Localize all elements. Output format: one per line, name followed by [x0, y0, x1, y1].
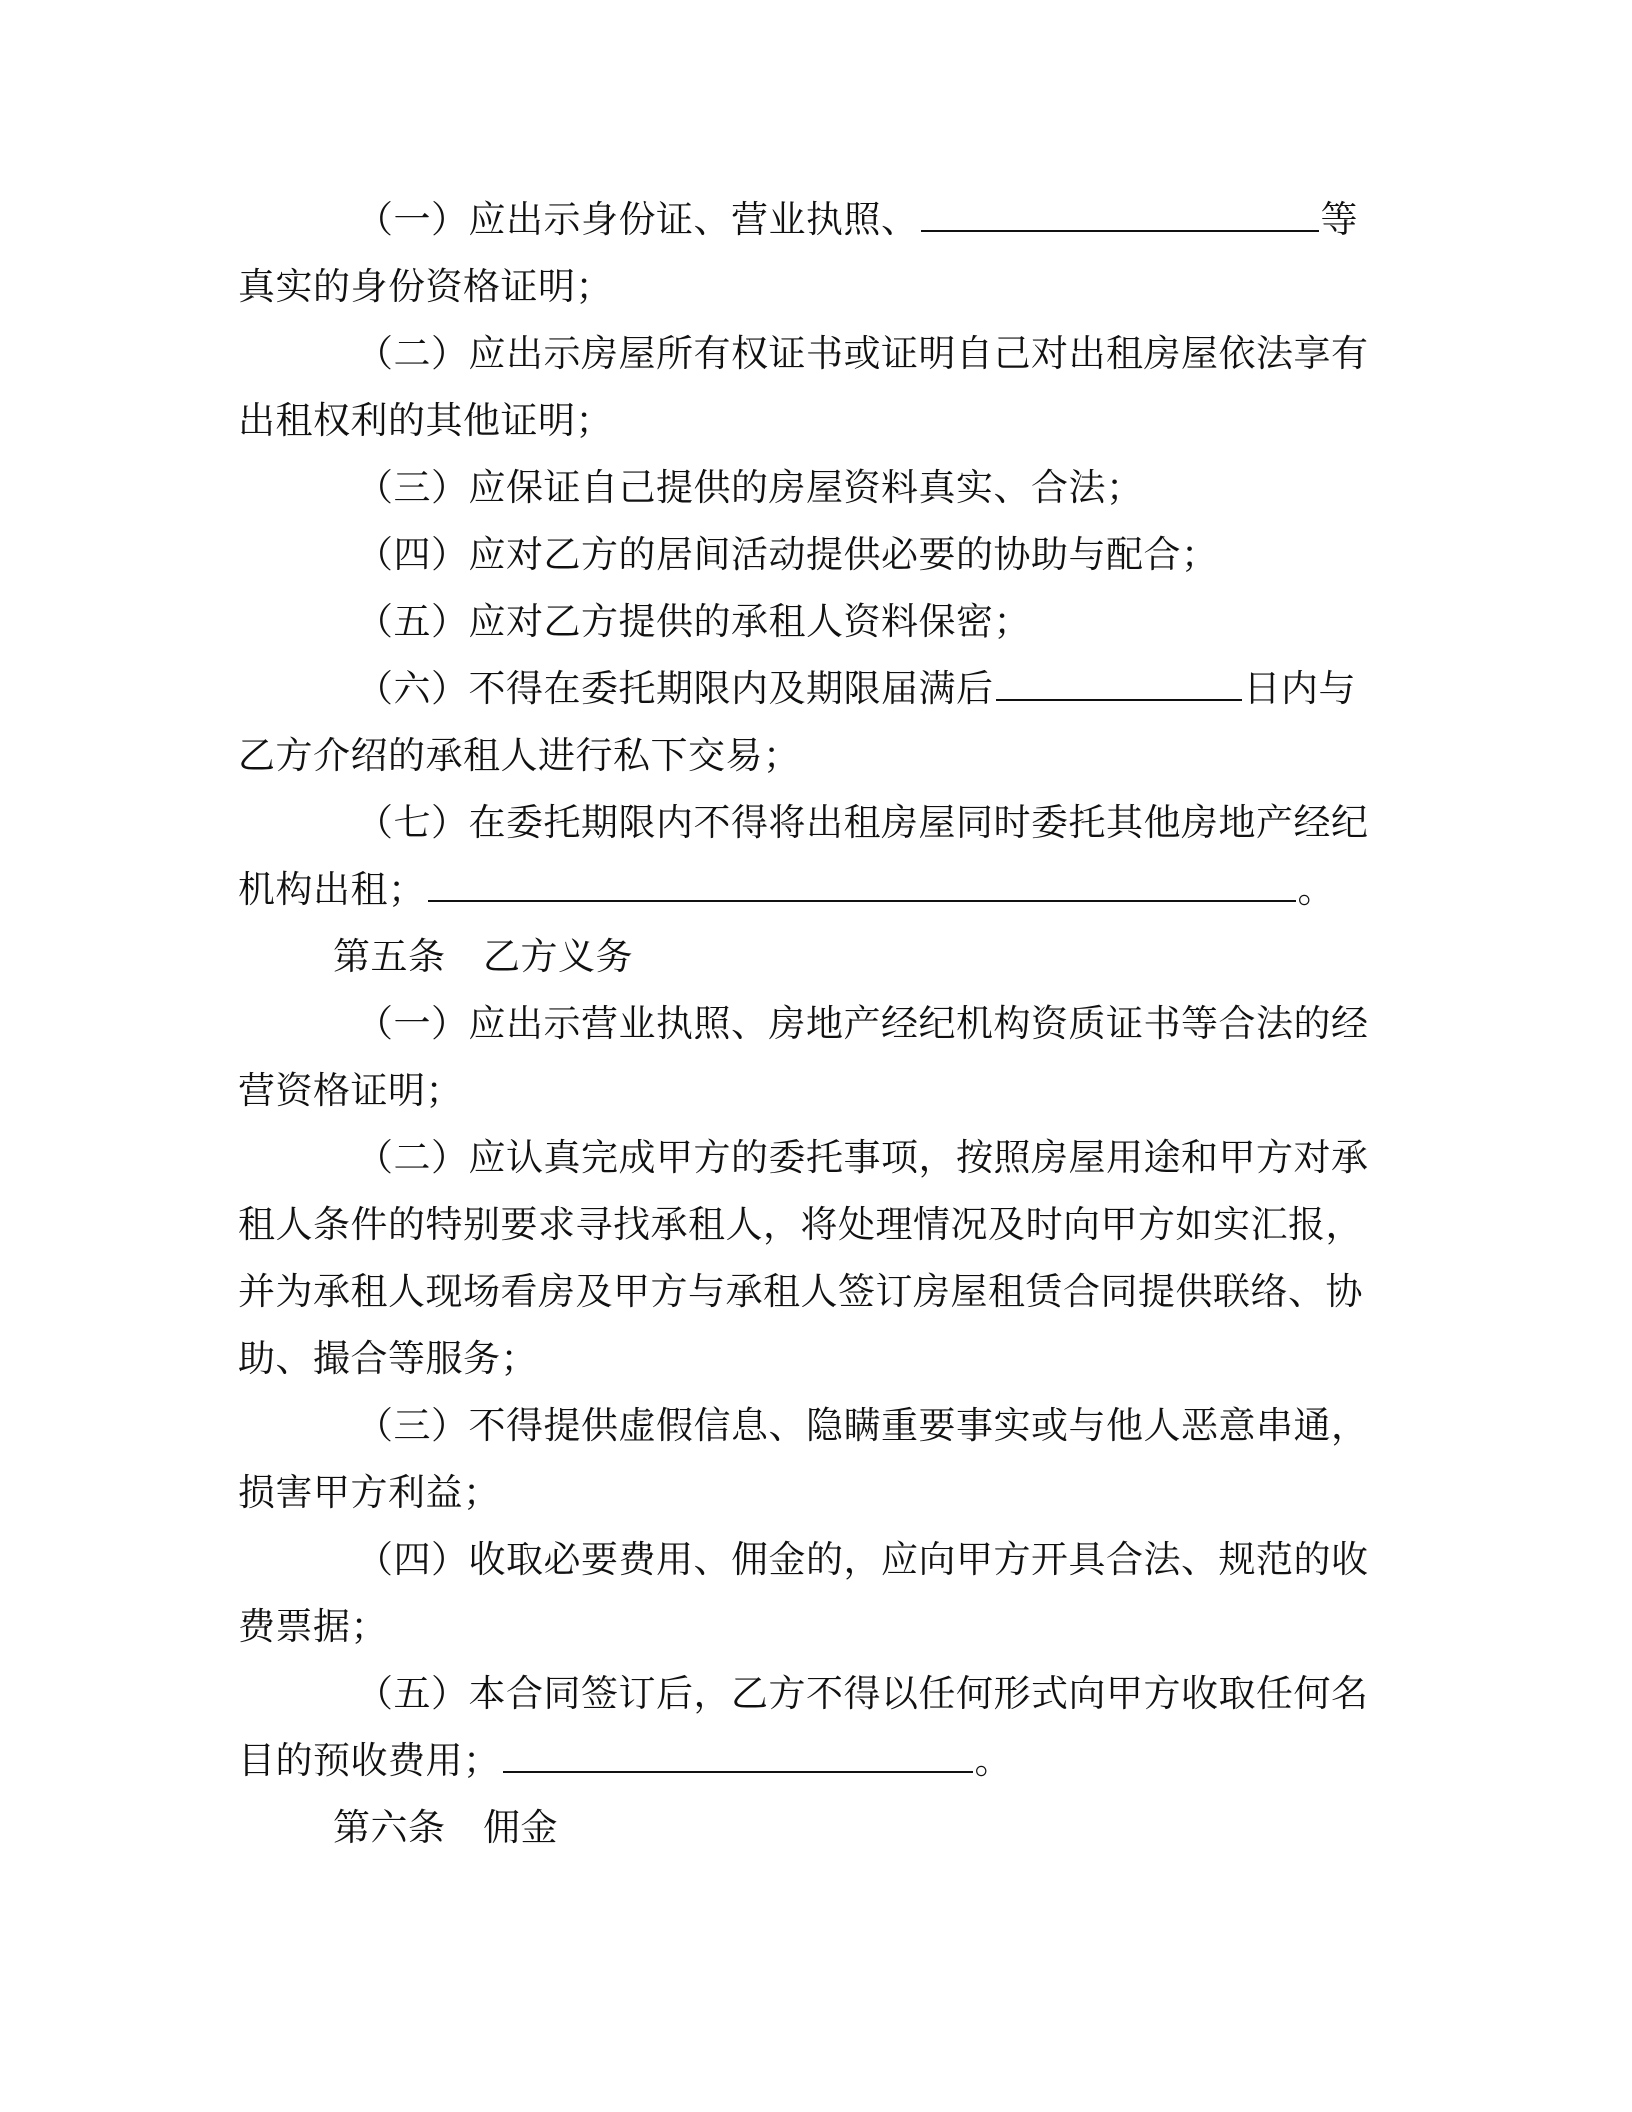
clause-b2-paragraph: （二）应认真完成甲方的委托事项，按照房屋用途和甲方对承租人条件的特别要求寻找承租人，将处理情况及时向甲方如实汇报，并为承租人现场看房及甲方与承租人签订房屋租赁合同提供联络、协助、撮合等服务；	[238, 1136, 1369, 1380]
clause-a6-text-end: 日内与乙方介绍的承租人进行私下交易；	[238, 667, 1356, 777]
clause-a1-text-end: 等真实的身份资格证明；	[238, 198, 1358, 308]
clause-a2-paragraph: （二）应出示房屋所有权证书或证明自己对出租房屋依法享有出租权利的其他证明；	[238, 332, 1369, 442]
clause-b5-paragraph	[238, 1660, 1378, 1794]
clause-a3-paragraph: （三）应保证自己提供的房屋资料真实、合法；	[356, 466, 1144, 509]
document-body	[238, 186, 1378, 1861]
clause-a1-text: （一）应出示身份证、营业执照、	[356, 198, 919, 241]
clause-b1-paragraph: （一）应出示营业执照、房地产经纪机构资质证书等合法的经营资格证明；	[238, 1002, 1369, 1112]
fill-in-blank-extra-terms-b	[503, 1770, 973, 1773]
clause-a6-paragraph	[238, 655, 1378, 789]
clause-a7-paragraph	[238, 789, 1378, 923]
article-5-heading: 第五条 乙方义务	[333, 935, 633, 978]
fill-in-blank-id-documents	[921, 229, 1319, 232]
clause-b5-text: （五）本合同签订后，乙方不得以任何形式向甲方收取任何名目的预收费用；	[238, 1672, 1369, 1782]
clause-a7-text: （七）在委托期限内不得将出租房屋同时委托其他房地产经纪机构出租；	[238, 801, 1369, 911]
clause-a4-paragraph: （四）应对乙方的居间活动提供必要的协助与配合；	[356, 533, 1219, 576]
fill-in-blank-extra-terms-a	[428, 899, 1296, 902]
clause-a6-text: （六）不得在委托期限内及期限届满后	[356, 667, 994, 710]
clause-a1-paragraph	[238, 186, 1378, 320]
clause-b3-paragraph: （三）不得提供虚假信息、隐瞒重要事实或与他人恶意串通，损害甲方利益；	[238, 1404, 1369, 1514]
clause-b4-paragraph: （四）收取必要费用、佣金的，应向甲方开具合法、规范的收费票据；	[238, 1538, 1369, 1648]
clause-b5-text-end: 。	[974, 1739, 1012, 1782]
clause-a7-text-end: 。	[1297, 868, 1335, 911]
clause-a5-paragraph: （五）应对乙方提供的承租人资料保密；	[356, 600, 1031, 643]
fill-in-blank-days	[996, 698, 1242, 701]
article-6-heading: 第六条 佣金	[333, 1806, 558, 1849]
